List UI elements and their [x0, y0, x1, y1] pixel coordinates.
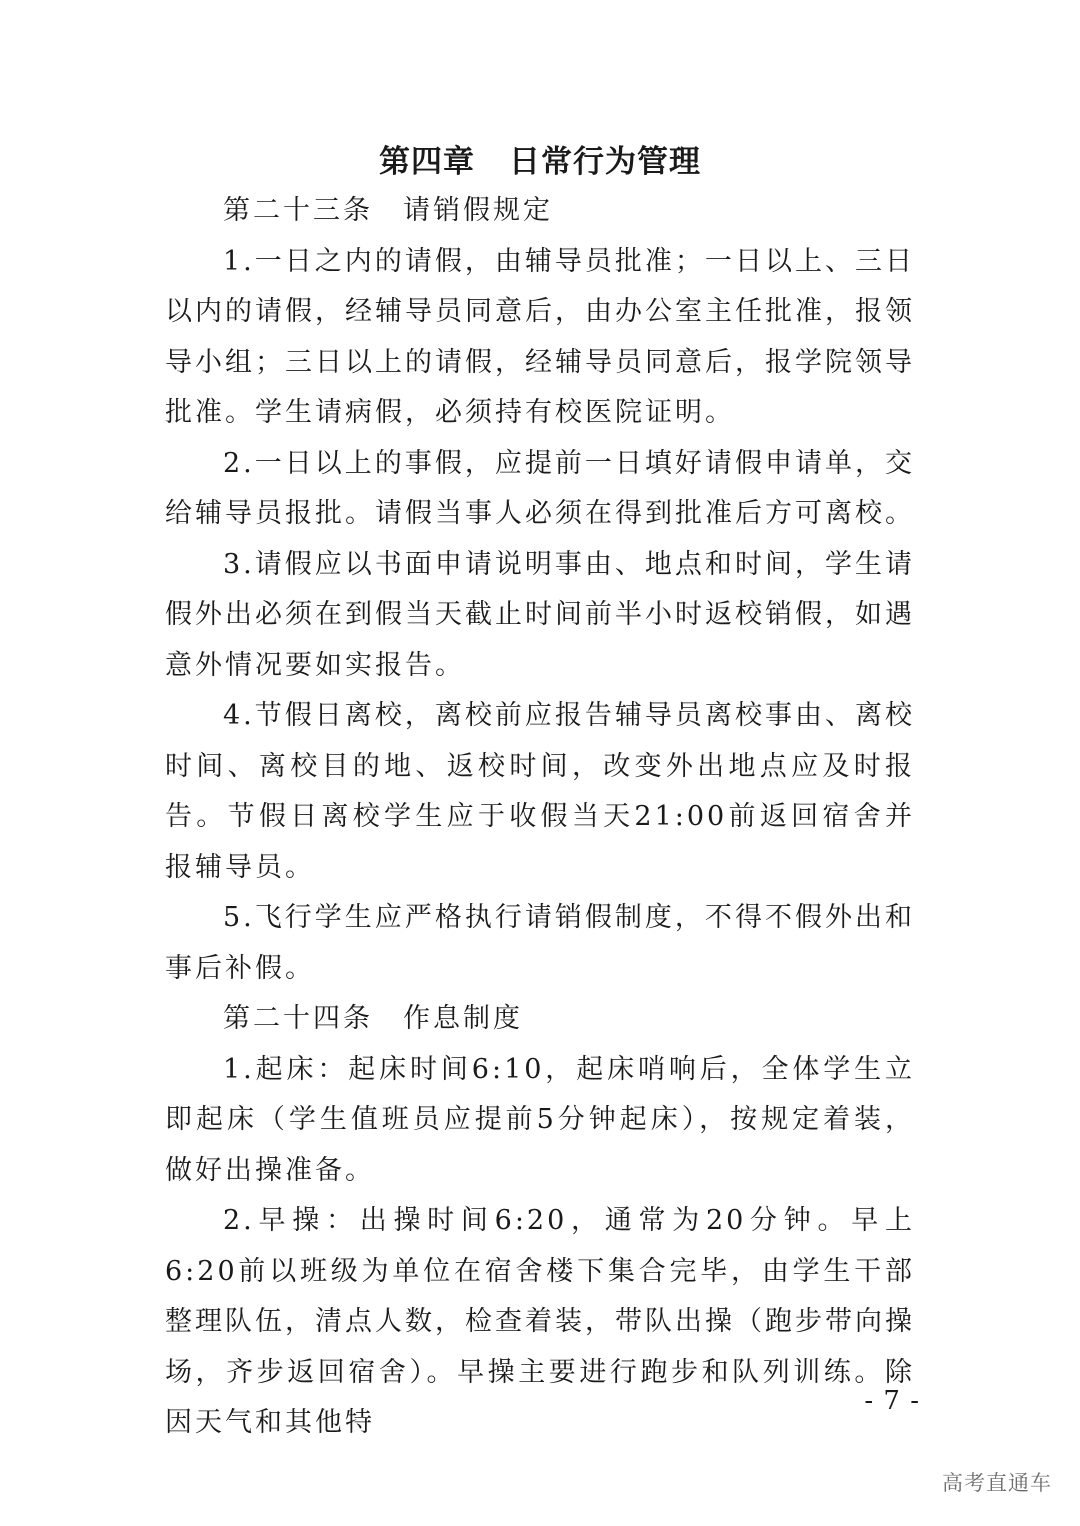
article-number: 第二十三条 — [223, 195, 373, 226]
paragraph: 1.一日之内的请假，由辅导员批准；一日以上、三日以内的请假，经辅导员同意后，由办公室主任批准，报领导小组；三日以上的请假，经辅导员同意后，报学院领导批准。学生请病假，必须持有校医院证明。 — [165, 245, 915, 428]
paragraph: 2.一日以上的事假，应提前一日填好请假申请单，交给辅导员报批。请假当事人必须在得到批准后方可离校。 — [165, 447, 915, 529]
chapter-title — [0, 140, 1080, 184]
article-heading — [165, 186, 915, 237]
paragraph: 4.节假日离校，离校前应报告辅导员离校事由、离校时间、离校目的地、返校时间，改变外出地点应及时报告。节假日离校学生应于收假当天21:00前返回宿舍并报辅导员。 — [165, 700, 915, 883]
document-body — [165, 186, 915, 1449]
article-heading — [165, 994, 915, 1045]
paragraph: 2.早操：出操时间6:20，通常为20分钟。早上6:20前以班级为单位在宿舍楼下集合完毕，由学生干部整理队伍，清点人数，检查着装，带队出操（跑步带向操场，齐步返回宿舍）。早操主要进行跑步和队列训练。除因天气和其他特 — [165, 1205, 915, 1438]
paragraph: 3.请假应以书面申请说明事由、地点和时间，学生请假外出必须在到假当天截止时间前半小时返校销假，如遇意外情况要如实报告。 — [165, 548, 915, 681]
page-number: - 7 - — [864, 1386, 920, 1416]
chapter-number: 第四章 — [379, 144, 475, 180]
chapter-name: 日常行为管理 — [509, 144, 701, 180]
watermark-text: 高考直通车 — [942, 1471, 1052, 1495]
article-title: 请销假规定 — [403, 195, 553, 226]
article-title: 作息制度 — [403, 1003, 523, 1034]
article-number: 第二十四条 — [223, 1003, 373, 1034]
paragraph: 1.起床：起床时间6:10，起床哨响后，全体学生立即起床（学生值班员应提前5分钟起床），按规定着装，做好出操准备。 — [165, 1053, 915, 1186]
paragraph: 5.飞行学生应严格执行请销假制度，不得不假外出和事后补假。 — [165, 902, 915, 984]
